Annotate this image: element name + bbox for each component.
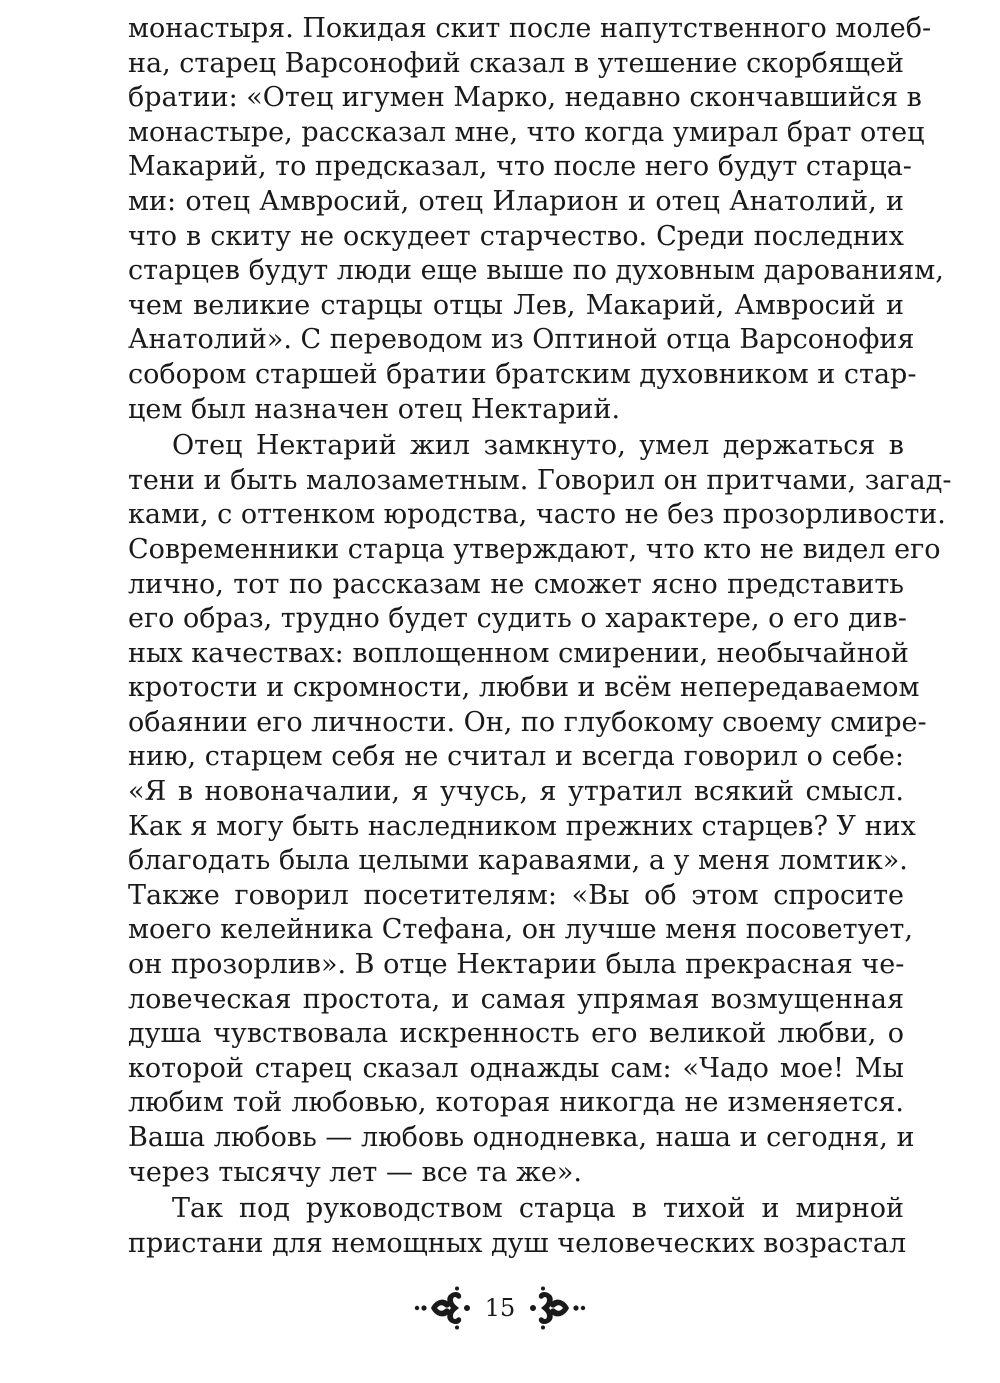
right-floral-ornament-icon xyxy=(527,1285,587,1331)
text-line: моего келейника Стефана, он лучше меня посоветует, xyxy=(128,914,913,946)
text-line: Анатолий». С переводом из Оптиной отца Варсонофия xyxy=(128,324,915,356)
left-floral-ornament-icon xyxy=(413,1285,473,1331)
text-line: монастыря. Покидая скит после напутственного молеб- xyxy=(128,13,932,44)
text-line: ками, с оттенком юродства, часто не без прозорливости. xyxy=(128,499,946,531)
text-line: пристани для немощных душ человеческих возрастал xyxy=(128,1227,907,1259)
text-line: Ваша любовь — любовь однодневка, наша и сегодня, и xyxy=(128,1122,915,1153)
text-line: лично, тот по рассказам не сможет ясно представить xyxy=(128,568,904,600)
text-line: чем великие старцы отцы Лев, Макарий, Амвросий и xyxy=(128,289,904,321)
paragraph xyxy=(128,12,944,427)
text-line: цем был назначен отец Нектарий. xyxy=(128,393,621,425)
text-line: душа чувствовала искренность его великой любви, о xyxy=(128,1018,904,1050)
text-line: монастыре, рассказал мне, что когда умирал брат отец xyxy=(128,116,925,148)
text-line: собором старшей братии братским духовником и стар- xyxy=(128,358,917,390)
page-number: 15 xyxy=(484,1294,516,1322)
text-line: Макарий, то предсказал, что после него будут старца- xyxy=(128,151,912,183)
text-line: старцев будут люди еще выше по духовным дарованиям, xyxy=(128,255,944,287)
text-line: Как я могу быть наследником прежних старцев? У них xyxy=(128,810,916,842)
text-line: ных качествах: воплощенном смирении, необычайной xyxy=(128,637,909,669)
text-line: Также говорил посетителям: «Вы об этом спросите xyxy=(128,879,904,911)
text-line: которой старец сказал однажды сам: «Чадо мое! Мы xyxy=(128,1052,904,1084)
text-line: кротости и скромности, любви и всём непередаваемом xyxy=(128,672,920,704)
paragraph xyxy=(128,429,952,1190)
text-line: любим той любовью, которая никогда не изменяется. xyxy=(128,1087,904,1119)
text-line: благодать была целыми караваями, а у меня ломтик». xyxy=(128,845,908,877)
text-line: через тысячу лет — все та же». xyxy=(128,1156,582,1188)
text-line: что в скиту не оскудеет старчество. Среди последних xyxy=(128,220,904,252)
text-line: Современники старца утверждают, что кто не видел его xyxy=(128,533,941,565)
text-line: ми: отец Амвросий, отец Иларион и отец Анатолий, и xyxy=(128,185,904,217)
text-line: Отец Нектарий жил замкнуто, умел держаться в xyxy=(172,430,904,462)
text-line: Так под руководством старца в тихой и мирной xyxy=(172,1193,904,1225)
page-footer xyxy=(0,1278,1000,1338)
text-line: обаянии его личности. Он, по глубокому своему смире- xyxy=(128,706,927,738)
paragraph xyxy=(128,1192,907,1261)
text-line: братии: «Отец игумен Марко, недавно скончавшийся в xyxy=(128,82,922,114)
text-line: на, старец Варсонофий сказал в утешение скорбящей xyxy=(128,47,904,79)
text-line: его образ, трудно будет судить о характере, о его див- xyxy=(128,603,907,635)
text-line: «Я в новоначалии, я учусь, я утратил всякий смысл. xyxy=(128,776,904,808)
text-line: нию, старцем себя не считал и всегда говорил о себе: xyxy=(128,741,904,773)
text-line: тени и быть малозаметным. Говорил он притчами, загад- xyxy=(128,464,952,496)
text-line: он прозорлив». В отце Нектарии была прекрасная че- xyxy=(128,949,905,981)
text-line: ловеческая простота, и самая упрямая возмущенная xyxy=(128,983,904,1015)
body-text xyxy=(128,12,952,1261)
